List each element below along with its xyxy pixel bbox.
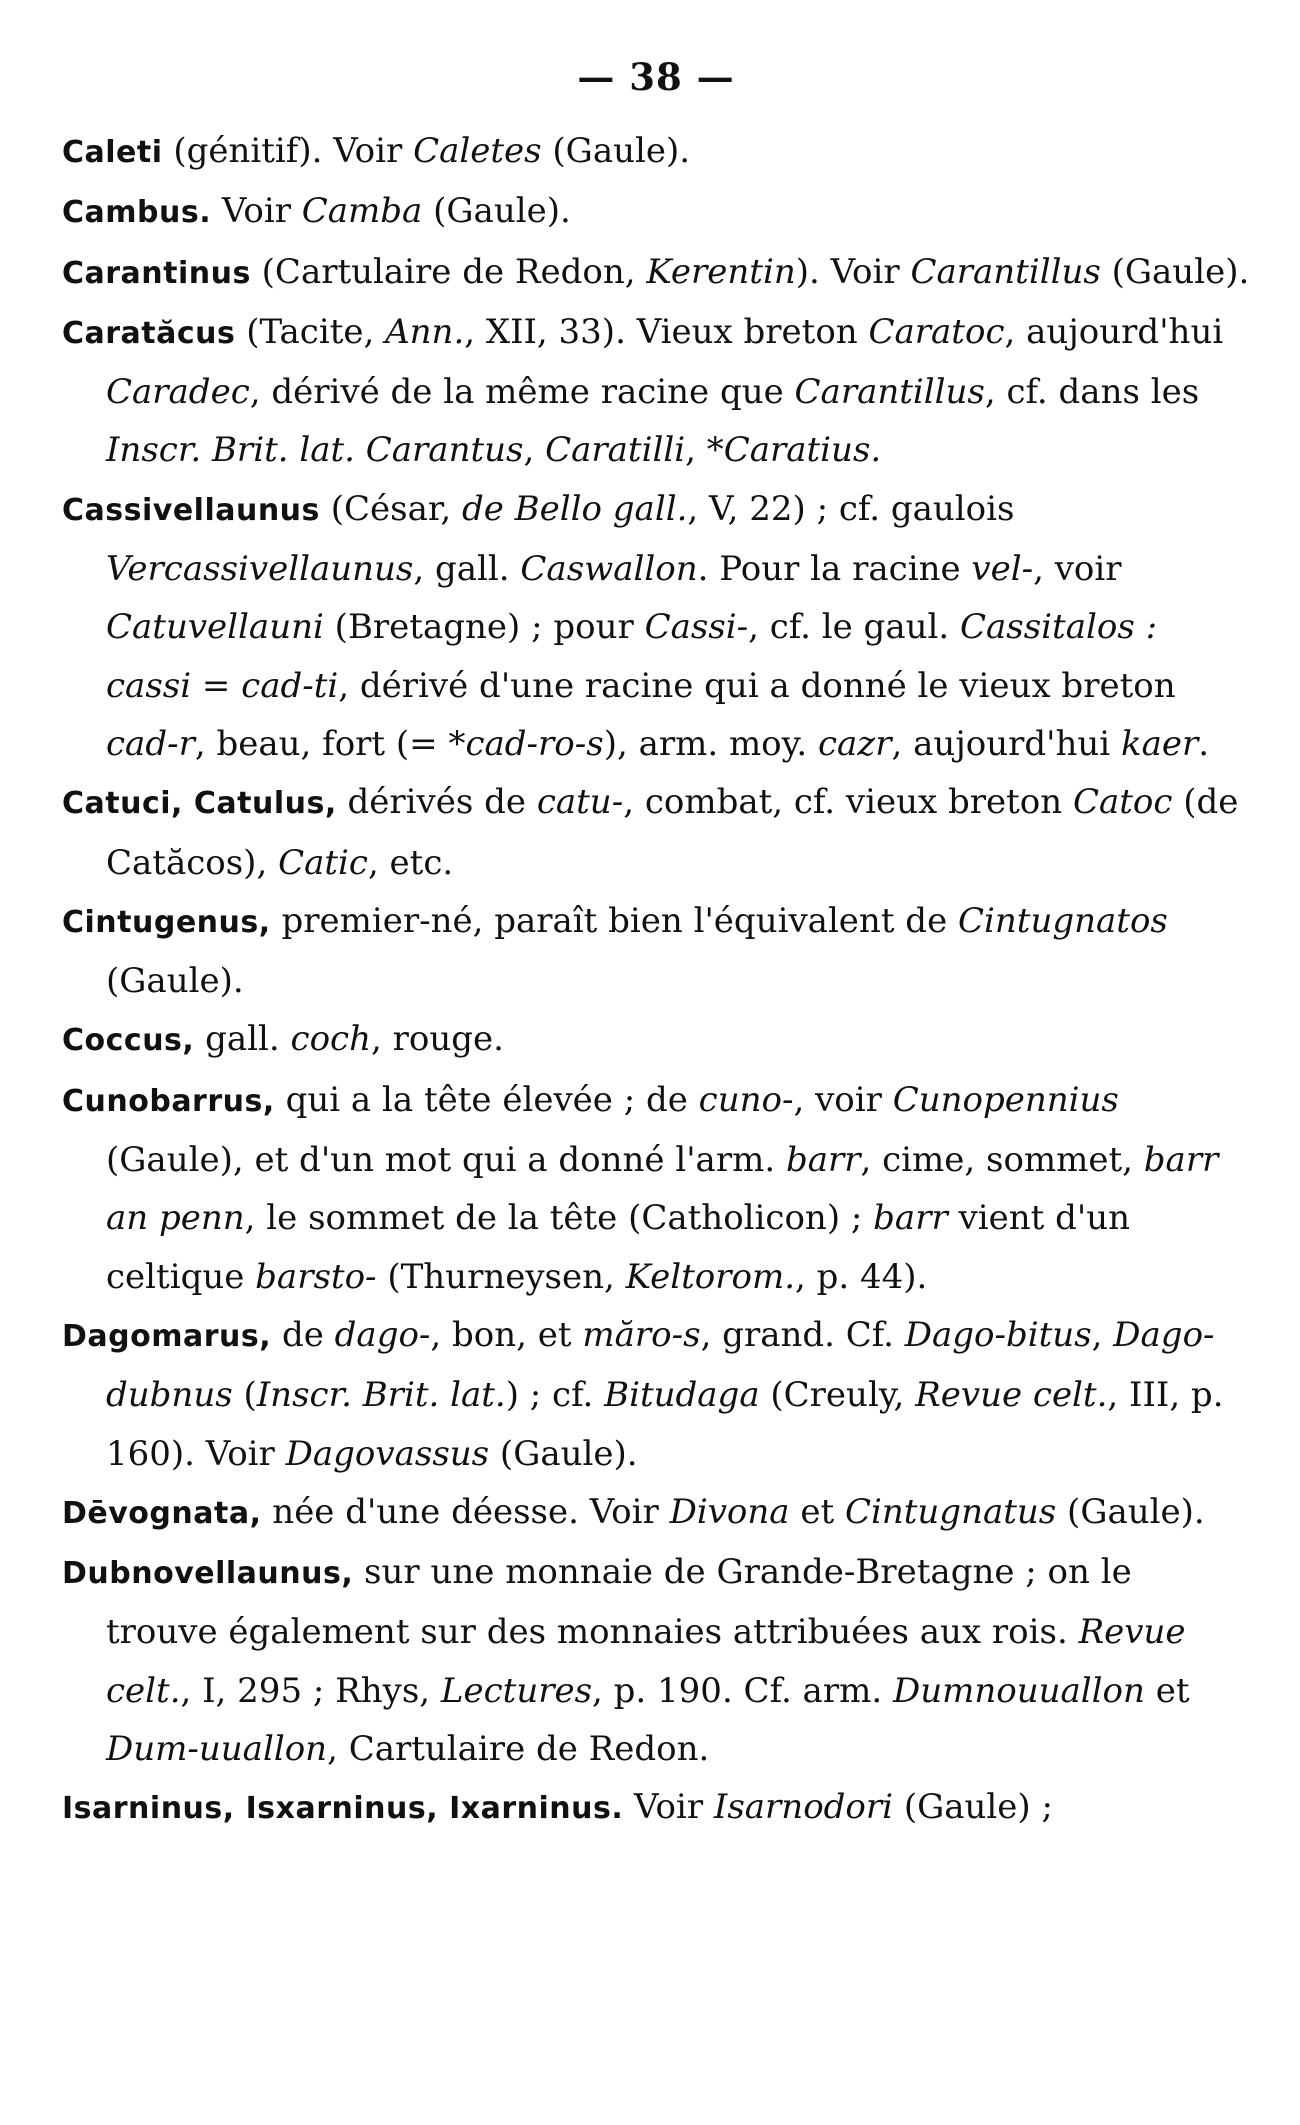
- entry-headword: Cintugenus,: [62, 904, 271, 940]
- entry-text: (Gaule).: [489, 1433, 638, 1474]
- entry-text: , combat, cf. vieux breton: [623, 782, 1073, 823]
- entry-italic-text: Isarnodori: [713, 1787, 894, 1828]
- glossary-entry: [62, 1010, 1250, 1070]
- entry-italic-text: Cintugnatus: [844, 1491, 1057, 1532]
- entry-text: (Gaule).: [1100, 251, 1250, 292]
- entry-text: (Gaule).: [422, 191, 571, 232]
- entry-text: (César,: [319, 488, 462, 529]
- entry-italic-text: barr an penn: [106, 1140, 1219, 1239]
- entry-text: qui a la tête élevée ; de: [274, 1079, 699, 1120]
- entry-text: (Cartulaire de Redon,: [250, 251, 647, 292]
- entry-text: ,: [1091, 1314, 1114, 1355]
- entry-text: , Cartulaire de Redon.: [327, 1729, 710, 1770]
- entry-text: , I, 295 ; Rhys,: [180, 1670, 441, 1711]
- entry-italic-text: Caswallon: [520, 549, 698, 590]
- entry-italic-text: Dumnouuallon: [892, 1670, 1145, 1711]
- entry-italic-text: Divona: [669, 1491, 790, 1532]
- entry-text: , III, p. 160). Voir: [106, 1375, 1224, 1474]
- entry-headword: Caratăcus: [62, 315, 236, 351]
- entry-text: , bon, et: [430, 1314, 583, 1355]
- entry-text: dérivés de: [336, 782, 537, 823]
- entry-text: , rouge.: [370, 1019, 504, 1060]
- entry-text: , aujourd'hui: [891, 723, 1121, 764]
- entry-text: , dérivé d'une racine qui a donné le vieux breton: [338, 665, 1176, 706]
- entry-italic-text: Caratoc: [868, 311, 1005, 352]
- entry-headword: Isarninus, Isxarninus, Ixarninus.: [62, 1791, 624, 1827]
- entry-text: (Tacite,: [235, 311, 386, 352]
- entry-italic-text: măro-s: [582, 1314, 701, 1355]
- entry-text: . Pour la racine: [697, 549, 972, 590]
- entry-text: (Gaule).: [541, 131, 691, 171]
- entry-italic-text: cad-r: [106, 723, 195, 764]
- entry-italic-text: Revue celt.: [106, 1612, 1186, 1711]
- entry-text: ) ; cf.: [505, 1375, 605, 1416]
- entry-italic-text: Dago-dubnus: [106, 1314, 1215, 1416]
- entry-text: (: [232, 1375, 257, 1416]
- glossary-entry: [62, 1306, 1250, 1483]
- entry-text: sur une monnaie de Grande-Bretagne ; on le trouve également sur des monnaies attribuées aux rois.: [106, 1552, 1132, 1653]
- entry-headword: Cambus.: [62, 195, 212, 231]
- glossary-entry: [62, 122, 1250, 182]
- entry-italic-text: *cad-ro-s: [448, 723, 604, 764]
- entry-headword: Carantinus: [62, 255, 251, 291]
- entry-text: premier-né, paraît bien l'équivalent de: [270, 900, 958, 941]
- entry-italic-text: Camba: [301, 191, 423, 232]
- entry-text: gall.: [194, 1019, 291, 1060]
- entry-text: ), arm. moy.: [603, 723, 818, 764]
- glossary-entry: [62, 480, 1250, 773]
- entry-italic-text: Catuvellauni: [106, 607, 324, 648]
- entry-text: , gall.: [413, 549, 521, 590]
- entry-text: et: [789, 1491, 845, 1532]
- entry-text: , p. 190. Cf. arm.: [592, 1670, 893, 1711]
- entry-italic-text: Dum-uuallon: [106, 1729, 328, 1770]
- entry-text: , cf. dans les: [984, 372, 1200, 413]
- entry-text: , grand. Cf.: [700, 1314, 905, 1355]
- entry-text: , aujourd'hui: [1004, 311, 1224, 352]
- entry-italic-text: de Bello gall.: [461, 488, 688, 529]
- entry-italic-text: cazr: [817, 723, 892, 764]
- entry-italic-text: Catic: [278, 842, 368, 883]
- entry-italic-text: Ann.: [385, 311, 465, 352]
- entry-text: (Thurneysen,: [376, 1256, 626, 1297]
- entry-italic-text: Catoc: [1072, 782, 1173, 823]
- entry-text: , p. 44).: [795, 1256, 928, 1297]
- entry-text: , beau, fort (=: [194, 723, 449, 764]
- entry-italic-text: Revue celt.: [915, 1375, 1108, 1416]
- entry-italic-text: barsto-: [255, 1256, 377, 1297]
- entry-text: née d'une déesse. Voir: [261, 1491, 670, 1532]
- entry-italic-text: Inscr. Brit. lat.: [256, 1375, 506, 1416]
- entry-headword: Coccus,: [62, 1023, 195, 1059]
- entry-text: , etc.: [367, 842, 454, 883]
- entry-italic-text: catu-: [536, 782, 624, 823]
- entry-text: et: [1144, 1670, 1190, 1711]
- entry-text: de: [271, 1314, 335, 1355]
- entry-italic-text: kaer: [1121, 723, 1199, 764]
- document-page: [62, 52, 1250, 1839]
- glossary-entry: [62, 303, 1250, 480]
- entry-text: (génitif). Voir: [162, 131, 414, 171]
- entry-italic-text: barr: [873, 1198, 948, 1239]
- entry-text: (Gaule).: [106, 961, 244, 1002]
- glossary-entry: [62, 773, 1250, 892]
- entry-headword: Cassivellaunus: [62, 492, 320, 528]
- entry-text: (Gaule) ;: [893, 1787, 1053, 1828]
- entry-text: (Gaule), et d'un mot qui a donné l'arm.: [106, 1140, 786, 1181]
- glossary-entry: [62, 892, 1250, 1011]
- entry-italic-text: dago-: [334, 1314, 431, 1355]
- entry-italic-text: Caradec: [106, 372, 250, 413]
- entry-text: , XII, 33). Vieux breton: [464, 311, 869, 352]
- entry-italic-text: Carantillus: [794, 372, 985, 413]
- entry-text: Voir: [211, 191, 302, 232]
- entry-text: ,: [523, 430, 546, 471]
- entry-text: , voir: [1033, 549, 1122, 590]
- entry-headword: Caleti: [62, 135, 163, 170]
- entry-text: ,: [685, 430, 707, 471]
- entry-italic-text: Carantillus: [910, 251, 1101, 292]
- entry-headword: Dagomarus,: [62, 1318, 272, 1354]
- entry-italic-text: Dagovassus: [285, 1433, 490, 1474]
- entry-italic-text: barr: [785, 1140, 861, 1181]
- entry-text: , V, 22) ; cf. gaulois: [687, 488, 1015, 529]
- entry-italic-text: Lectures: [440, 1670, 593, 1711]
- entry-headword: Catuci, Catulus,: [62, 786, 337, 822]
- entry-text: , cime, sommet,: [860, 1140, 1144, 1181]
- glossary-entries: [62, 122, 1250, 1839]
- entry-headword: Dēvognata,: [62, 1495, 262, 1531]
- glossary-entry: [62, 243, 1250, 303]
- entry-italic-text: vel-: [971, 549, 1034, 590]
- entry-text: ). Voir: [795, 251, 911, 292]
- entry-italic-text: Inscr. Brit. lat. Carantus: [106, 430, 524, 471]
- entry-text: , dérivé de la même racine que: [249, 372, 795, 413]
- entry-italic-text: Caletes: [413, 131, 542, 171]
- entry-text: .: [1198, 723, 1210, 764]
- glossary-entry: [62, 1778, 1250, 1838]
- glossary-entry: [62, 1543, 1250, 1778]
- entry-italic-text: Vercassivellaunus: [106, 549, 414, 590]
- entry-text: Voir: [623, 1787, 714, 1828]
- entry-headword: Dubnovellaunus,: [62, 1556, 354, 1592]
- entry-text: , le sommet de la tête (Catholicon) ;: [244, 1198, 874, 1239]
- entry-headword: Cunobarrus,: [62, 1083, 275, 1119]
- glossary-entry: [62, 1483, 1250, 1543]
- entry-italic-text: Dago-bitus: [904, 1314, 1092, 1355]
- page-number: — 38 —: [577, 55, 735, 99]
- entry-italic-text: Cintugnatos: [958, 900, 1168, 941]
- entry-text: , voir: [793, 1079, 893, 1120]
- entry-text: (Bretagne) ; pour: [323, 607, 645, 648]
- entry-italic-text: coch: [290, 1019, 371, 1060]
- entry-italic-text: Caratilli: [545, 430, 686, 471]
- entry-italic-text: cuno-: [698, 1079, 794, 1120]
- entry-text: vient d'un celtique: [106, 1198, 1131, 1297]
- entry-text: (Gaule).: [1056, 1491, 1205, 1532]
- entry-italic-text: *Caratius.: [706, 430, 882, 471]
- entry-italic-text: Cunopennius: [892, 1079, 1119, 1120]
- glossary-entry: [62, 1071, 1250, 1306]
- entry-text: (de Catăcos),: [106, 782, 1239, 883]
- entry-italic-text: Kerentin: [646, 251, 796, 292]
- entry-italic-text: Keltorom.: [625, 1256, 796, 1297]
- glossary-entry: [62, 182, 1250, 242]
- entry-text: (Creuly,: [759, 1375, 916, 1416]
- entry-italic-text: Cassi-: [644, 607, 749, 648]
- entry-text: , cf. le gaul.: [748, 607, 960, 648]
- entry-italic-text: Bitudaga: [604, 1375, 760, 1416]
- entry-italic-text: Cassitalos : cassi = cad-ti: [106, 607, 1158, 706]
